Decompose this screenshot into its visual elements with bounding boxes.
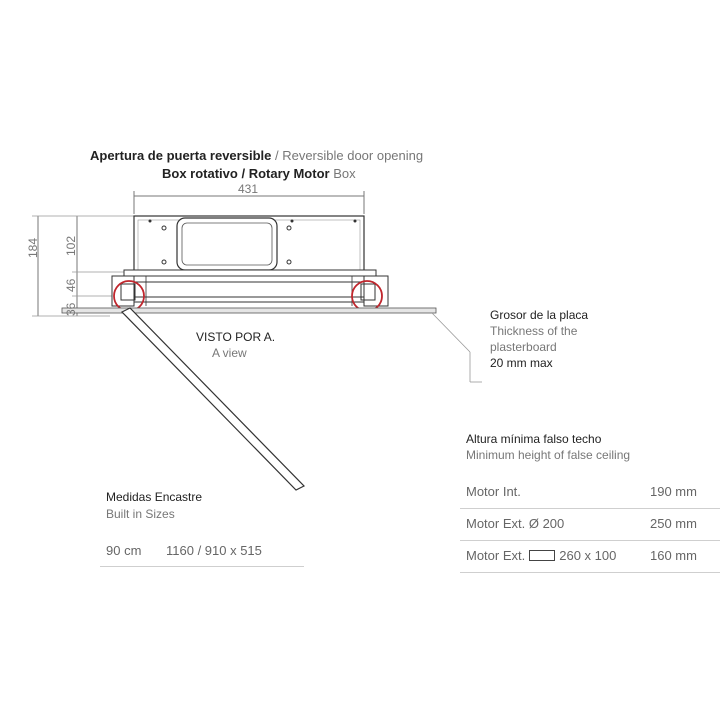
- plasterboard-line-1: Thickness of the: [490, 324, 578, 338]
- vent-opening: [177, 218, 277, 270]
- row-divider: [460, 572, 720, 573]
- built-in-size: 90 cm: [106, 543, 142, 558]
- subtitle-en-bold: Rotary Motor: [245, 166, 330, 181]
- title-es: Apertura de puerta reversible: [90, 148, 272, 163]
- row-divider: [460, 540, 720, 541]
- title-en: / Reversible door opening: [271, 148, 424, 163]
- row-label-post: 260 x 100: [559, 548, 617, 563]
- plasterboard-value: 20 mm max: [490, 356, 553, 370]
- subtitle-es: Box rotativo /: [162, 166, 246, 181]
- total-height-label: 184: [26, 237, 40, 258]
- false-ceiling-subtitle: Minimum height of false ceiling: [466, 448, 631, 462]
- built-in-divider: [100, 566, 304, 567]
- false-ceiling-row-label: Motor Int.: [466, 484, 521, 499]
- built-in-title: Medidas Encastre: [106, 490, 203, 504]
- middle-height-label: 46: [64, 278, 78, 292]
- width-label: 431: [238, 182, 259, 196]
- false-ceiling-row-value: 250 mm: [650, 516, 697, 531]
- plasterboard-line-2: plasterboard: [490, 340, 557, 354]
- false-ceiling-row-value: 160 mm: [650, 548, 697, 563]
- upper-height-label: 102: [64, 235, 78, 256]
- view-label-subtitle: A view: [212, 346, 247, 360]
- subtitle-en-light: Box: [329, 166, 356, 181]
- ceiling-plate: [62, 308, 436, 313]
- rectangular-duct-icon: [529, 550, 555, 561]
- lower-height-label: 36: [64, 302, 78, 316]
- view-label-title: VISTO POR A.: [196, 330, 276, 344]
- title-line-1: [90, 148, 423, 163]
- false-ceiling-row-label: [466, 548, 616, 563]
- false-ceiling-row-label: Motor Ext. Ø 200: [466, 516, 565, 531]
- built-in-value: 1160 / 910 x 515: [166, 543, 262, 558]
- title-line-2: [162, 166, 356, 181]
- false-ceiling-title: Altura mínima falso techo: [466, 432, 602, 446]
- row-label-pre: Motor Ext.: [466, 548, 526, 563]
- row-divider: [460, 508, 720, 509]
- built-in-subtitle: Built in Sizes: [106, 507, 175, 521]
- plasterboard-title: Grosor de la placa: [490, 308, 589, 322]
- false-ceiling-row-value: 190 mm: [650, 484, 697, 499]
